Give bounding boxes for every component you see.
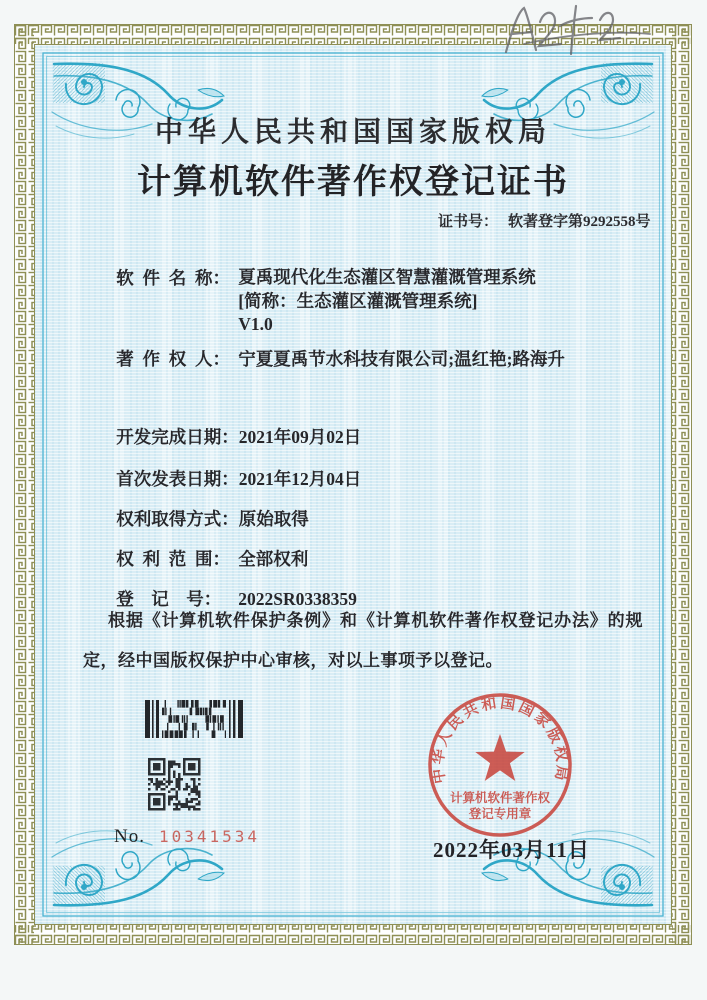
- certificate-content: [14, 24, 692, 945]
- field-label: 权 利 范 围：: [116, 549, 230, 569]
- certificate-number-value: 软著登字第9292558号: [508, 214, 651, 230]
- seal-inner-line1: 计算机软件著作权: [449, 791, 551, 805]
- official-seal: [425, 690, 575, 840]
- field-label: 权利取得方式：: [116, 509, 239, 529]
- field-value: 2021年12月04日: [238, 469, 362, 489]
- certificate-number-label: 证书号：: [438, 214, 499, 230]
- issue-date: 2022年03月11日: [433, 838, 590, 862]
- qr-code: [148, 758, 201, 811]
- issuing-authority: 中华人民共和国国家版权局: [154, 117, 551, 148]
- field-label: 登 记 号：: [116, 589, 222, 609]
- serial-number-label: No.: [114, 826, 145, 847]
- field-value: 全部权利: [238, 549, 309, 569]
- field-label: 开发完成日期：: [116, 427, 239, 447]
- certificate: [14, 24, 692, 945]
- field-value: 原始取得: [238, 509, 309, 529]
- barcode: [145, 700, 243, 738]
- serial-number-value: 10341534: [158, 827, 261, 846]
- seal-ring-text: 中华人民共和国国家版权局: [430, 695, 570, 785]
- serial-number-line: [114, 826, 260, 848]
- seal-star-icon: [475, 734, 524, 781]
- software-name-line1: 夏禹现代化生态灌区智慧灌溉管理系统: [238, 267, 536, 287]
- field-label: 著 作 权 人：: [116, 349, 230, 369]
- field-copyright-owner: [90, 323, 565, 395]
- field-label: 软 件 名 称：: [116, 268, 230, 288]
- field-value: 2021年09月02日: [238, 427, 362, 447]
- field-label: 首次发表日期：: [116, 469, 239, 489]
- field-value: 2022SR0338359: [238, 589, 357, 609]
- software-name-line2: [简称：生态灌区灌溉管理系统]: [238, 290, 478, 311]
- seal-inner-line2: 登记专用章: [468, 807, 532, 821]
- handwritten-annotation: [488, 0, 668, 60]
- software-name-line3: V1.0: [238, 314, 273, 334]
- field-value: 宁夏夏禹节水科技有限公司;温红艳;路海升: [238, 349, 565, 369]
- certificate-title: 计算机软件著作权登记证书: [137, 164, 569, 201]
- registration-statement: 根据《计算机软件保护条例》和《计算机软件著作权登记办法》的规定，经中国版权保护中心审核，对以上事项予以登记。: [83, 611, 643, 670]
- certificate-number-line: [438, 210, 651, 231]
